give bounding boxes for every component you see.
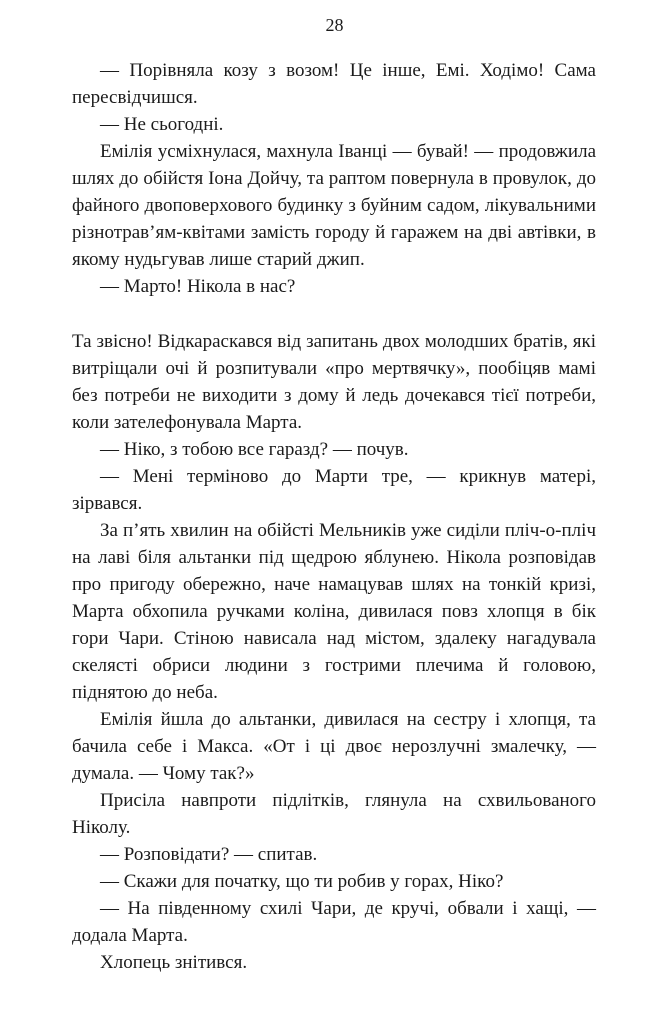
paragraph: Присіла навпроти підлітків, глянула на схвильованого Ніколу.: [72, 790, 596, 838]
text-block: [72, 57, 596, 976]
paragraph: — Розповідати? — спитав.: [100, 844, 318, 865]
paragraph: — Ніко, з тобою все гаразд? — почув.: [100, 439, 409, 460]
paragraph: — Скажи для початку, що ти робив у горах, Ніко?: [100, 871, 504, 892]
paragraph: За п’ять хвилин на обійсті Мельників уже сиділи пліч-о-пліч на лаві біля альтанки під щедрою яблунею. Нікола розповідав про пригоду обережно, наче намацував шлях на тонкій кризі, Марта обхопила ручками коліна, дивилася повз хлопця в бік гори Чари. Стіною нависала над містом, здалеку нагадувала скелясті обриси людини з гострими плечима й головою, піднятою до неба.: [72, 520, 596, 703]
paragraph: — Порівняла козу з возом! Це інше, Емі. Ходімо! Сама пересвідчишся.: [72, 60, 596, 108]
paragraph: Емілія йшла до альтанки, дивилася на сестру і хлопця, та бачила себе і Макса. «От і ці двоє нерозлучні змалечку, — думала. — Чому так?»: [72, 709, 596, 784]
paragraph: Хлопець знітився.: [100, 952, 248, 973]
paragraph: — Мені терміново до Марти тре, — крикнув матері, зірвався.: [72, 466, 596, 514]
paragraph: — На південному схилі Чари, де кручі, обвали і хащі, — додала Марта.: [72, 898, 596, 946]
paragraph: Емілія усміхнулася, махнула Іванці — бувай! — продовжила шлях до обійстя Іона Дойчу, та раптом повернула в провулок, до файного двоповерхового будинку з буйним садом, лікувальними різнотрав’ям-квітами замість городу й гаражем на дві автівки, в якому нудьгував лише старий джип.: [72, 141, 596, 270]
paragraph: Та звісно! Відкараскався від запитань двох молодших братів, які витріщали очі й розпитували «про мертвячку», пообіцяв мамі без потреби не виходити з дому й ледь дочекався тієї потреби, коли зателефонувала Марта.: [72, 331, 596, 433]
paragraph: — Марто! Нікола в нас?: [100, 276, 296, 297]
paragraph: — Не сьогодні.: [100, 114, 224, 135]
page-number: 28: [325, 15, 344, 35]
